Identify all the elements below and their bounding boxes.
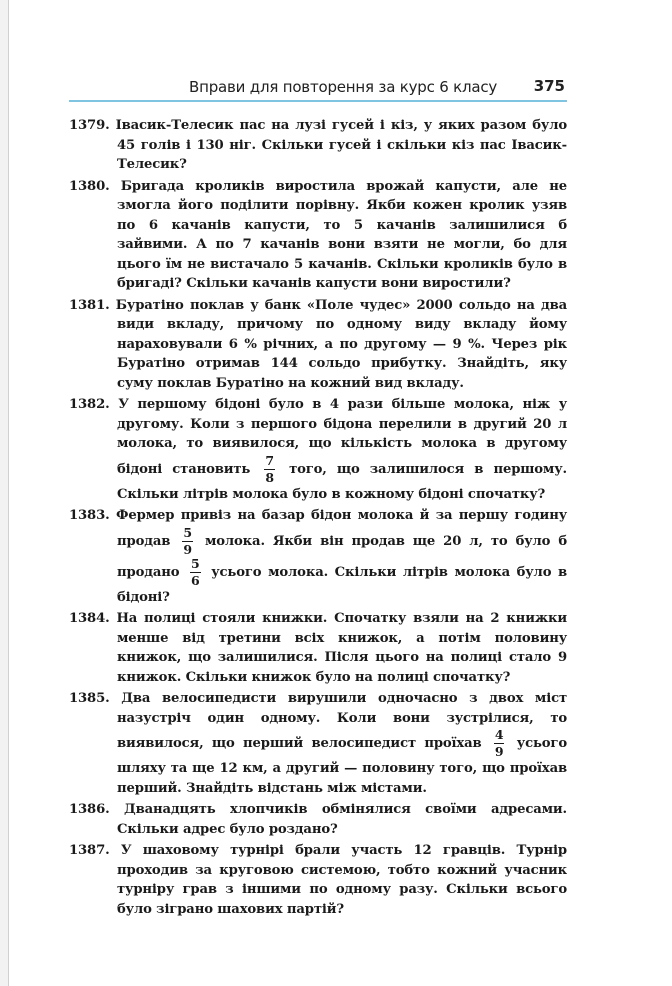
problem-1385 — [69, 689, 567, 798]
fraction-denominator: 9 — [494, 744, 504, 759]
problem-text-after: того, що залишилося в першому. Скільки літрів молока було в кожному бідоні спочатку? — [117, 461, 567, 502]
problem-number: 1385. — [69, 691, 110, 706]
problem-number: 1382. — [69, 397, 110, 412]
problem-list — [69, 116, 567, 921]
problem-text: У шаховому турнірі брали участь 12 гравців. Турнір проходив за круговою системою, тобто кожний учасник турніру грав з іншими по одному разу. Скільки всього було зіграно шахових партій? — [117, 843, 567, 917]
problem-1381 — [69, 296, 567, 394]
problem-text-after: усього молока. Скільки літрів молока було в бідоні? — [117, 564, 567, 605]
problem-1387 — [69, 841, 567, 919]
fraction — [264, 454, 275, 485]
fraction-denominator: 6 — [191, 572, 200, 588]
fraction-numerator: 4 — [494, 727, 504, 742]
problem-1380 — [69, 177, 567, 294]
fraction-denominator: 9 — [183, 541, 192, 557]
problem-text: Бригада кроликів виростила врожай капусти, але не змогла його поділити порівну. Якби кожен кролик узяв по 6 качанів капусти, то 5 качанів залишилися б зайвими. А по 7 качанів вони взяти не могли, бо для цього їм не вистачало 5 качанів. Скільки кроликів було в бригаді? Скільки качанів капусти вони виростили? — [117, 178, 567, 291]
fraction — [190, 557, 201, 588]
problem-1384 — [69, 609, 567, 687]
problem-text-before: У першому бідоні було в 4 рази більше молока, ніж у другому. Коли з першого бідона перелили в другий 20 л молока, то виявилося, що кількість молока в другому бідоні становить — [117, 397, 567, 477]
running-header — [69, 76, 567, 102]
problem-1379 — [69, 116, 567, 175]
problem-1386 — [69, 800, 567, 839]
problem-number: 1386. — [69, 802, 110, 817]
problem-text: Буратіно поклав у банк «Поле чудес» 2000 сольдо на два види вкладу, причому по одному виду вкладу йому нараховували 6 % річних, а по другому — 9 %. Через рік Буратіно отримав 144 сольдо прибутку. Знайдіть, яку суму поклав Буратіно на кожний вид вкладу. — [115, 297, 568, 391]
problem-number: 1379. — [69, 118, 110, 133]
problem-text-before: Два велосипедисти вирушили одночасно з двох міст назустріч один одному. Коли вони зустрілися, то виявилося, що перший велосипедист проїхав — [117, 691, 567, 751]
fraction — [494, 728, 505, 759]
fraction-numerator: 5 — [183, 524, 192, 540]
problem-text-mid: молока. Якби він продав ще 20 л, то було б продано — [117, 533, 567, 580]
textbook-page — [8, 0, 672, 986]
problem-1382 — [69, 395, 567, 504]
fraction-numerator: 7 — [265, 452, 274, 468]
fraction — [182, 526, 193, 557]
running-title: Вправи для повторення за курс 6 класу — [189, 78, 498, 96]
problem-number: 1381. — [69, 297, 110, 313]
fraction-numerator: 5 — [191, 555, 200, 571]
problem-text: Дванадцять хлопчиків обмінялися своїми адресами. Скільки адрес було роздано? — [117, 802, 567, 837]
problem-text: На полиці стояли книжки. Спочатку взяли на 2 книжки менше від третини всіх книжок, а потім половину книжок, що залишилися. Після цього на полиці стало 9 книжок. Скільки книжок було на полиці спочатку? — [116, 611, 567, 685]
page-number: 375 — [533, 77, 565, 95]
problem-number: 1387. — [69, 843, 110, 858]
problem-number: 1380. — [69, 178, 110, 194]
fraction-denominator: 8 — [265, 469, 274, 485]
problem-text-before: Фермер привіз на базар бідон молока й за першу годину продав — [115, 508, 567, 549]
problem-text: Івасик-Телесик пас на лузі гусей і кіз, у яких разом було 45 голів і 130 ніг. Скільки гусей і скільки кіз пас Івасик-Телесик? — [115, 118, 567, 172]
problem-1383 — [69, 506, 567, 607]
problem-number: 1383. — [69, 508, 110, 523]
problem-text-after: усього шляху та ще 12 км, а другий — половину того, що проїхав перший. Знайдіть відстань між містами. — [117, 736, 567, 796]
problem-number: 1384. — [69, 611, 110, 626]
